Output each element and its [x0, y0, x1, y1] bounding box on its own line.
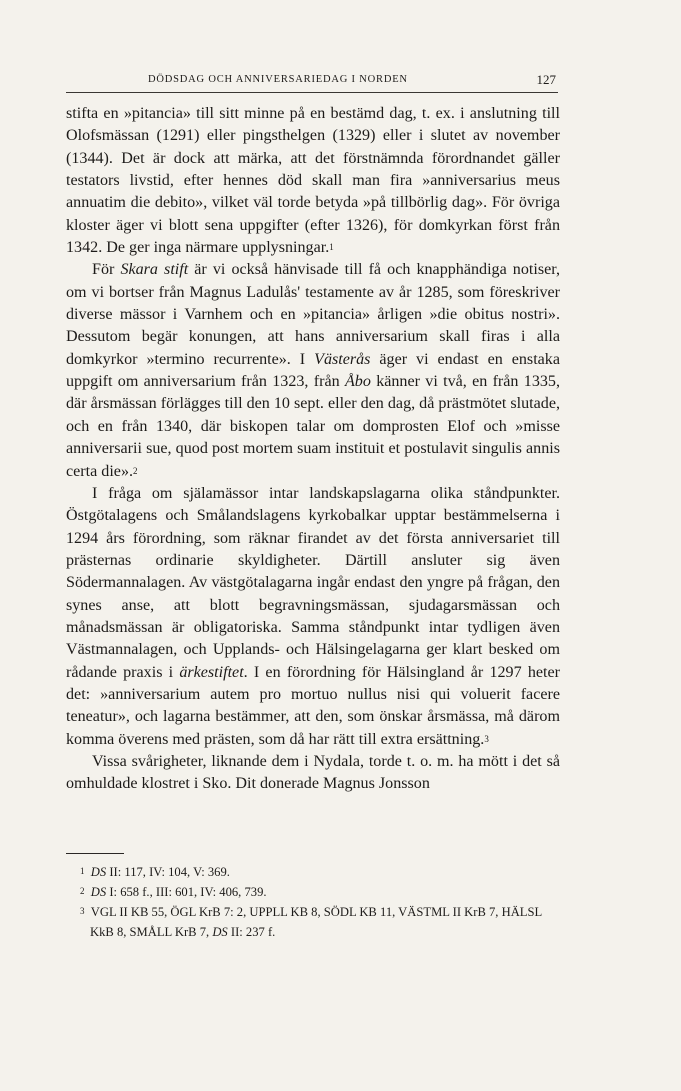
italic-text: DS — [90, 865, 107, 879]
italic-text: DS — [212, 925, 228, 939]
page-number: 127 — [536, 72, 556, 87]
footnote-reference: 1 — [329, 242, 334, 253]
paragraph — [66, 103, 560, 259]
italic-text: Västerås — [314, 350, 371, 368]
text-run: är vi också hänvisade till få och knapphändiga notiser, om vi bortser från Magnus Ladulås' testamente av år 1285, som föreskriver diverse mässor i Varnhem och en »pitancia» årligen »die obitus nostri». Dessutom begär konungen, att hans anniversarium skall firas i alla domkyrkor »termino recurrente». I — [66, 261, 560, 368]
running-title: DÖDSDAG OCH ANNIVERSARIEDAG I NORDEN — [148, 74, 408, 85]
text-run: Vissa svårigheter, liknande dem i Nydala, torde t. o. m. ha mött i det så omhuldade klostret i Sko. Dit donerade Magnus Jonsson — [66, 752, 560, 793]
italic-text: ärkestiftet — [179, 663, 244, 681]
footnote-mark: 1 — [80, 866, 85, 876]
body-text — [66, 103, 560, 796]
footnote-mark: 3 — [80, 906, 85, 916]
italic-text: Skara stift — [120, 261, 189, 279]
footnote-reference: 2 — [133, 465, 138, 476]
footnote — [66, 882, 560, 902]
footnotes — [66, 862, 560, 942]
footnote-mark: 2 — [80, 886, 85, 896]
italic-text: DS — [90, 885, 107, 899]
footnote-separator — [66, 853, 124, 854]
paragraph — [66, 259, 560, 482]
footnote — [66, 902, 560, 942]
footnote-reference: 3 — [484, 733, 489, 744]
text-run: För — [92, 261, 121, 279]
text-run: II: 237 f. — [227, 925, 276, 939]
page-header — [66, 74, 558, 93]
italic-text: Åbo — [344, 373, 371, 391]
footnote — [66, 862, 560, 882]
text-run: känner vi två, en från 1335, där årsmässan förlägges till den 10 sept. eller den dag, då prästmötet slutade, och en från 1340, där biskopen talar om domprosten Elof och »misse anniversarii sue, quod post mortem suam instituit et postulavit singulis annis certa die». — [66, 373, 560, 480]
paragraph — [66, 483, 560, 751]
text-run: stifta en »pitancia» till sitt minne på en bestämd dag, t. ex. i anslutning till Olofsmässan (1291) eller pingsthelgen (1329) eller i slutet av november (1344). Det är dock att märka, att det förstnämnda förordnandet gäller testators livstid, efter hennes död skall man fira »anniversarius meus annuatim die debito», vilket väl torde betyda »på tillbörlig dag». För övriga kloster äger vi blott sena uppgifter (efter 1326), för domkyrkan först från 1342. De ger inga närmare upplysningar. — [66, 105, 560, 257]
text-run: VGL II KB 55, ÖGL KrB 7: 2, UPPLL KB 8, SÖDL KB 11, VÄSTML II KrB 7, HÄLSL KkB 8, SMÅLL KrB 7, — [90, 905, 542, 939]
text-run: I fråga om själamässor intar landskapslagarna olika ståndpunkter. Östgötalagens och Smålandslagens kyrkobalkar upptar bestämmelserna i 1294 års förordning, som räknar firandet av det första anniversariet till prästernas ordinarie skyldigheter. Därtill ansluter sig även Södermannalagen. Av västgötalagarna ingår endast den yngre på frågan, den synes anse, att blott begravningsmässan, sjudagarsmässan och månadsmässan är obligatoriska. Samma ståndpunkt intar tydligen även Västmannalagen, och Upplands- och Hälsingelagarna ger klart besked om rådande praxis i — [66, 484, 560, 681]
text-run: . I en förordning för Hälsingland år 1297 heter det: »anniversarium autem pro mortuo nullus nisi qui voluerit facere teneatur», och lagarna bestämmer, att den, som önskar årsmässa, må därom komma överens med prästen, som då har rätt till extra ersättning. — [66, 663, 560, 748]
text-run: I: 658 f., III: 601, IV: 406, 739. — [106, 885, 267, 899]
text-run: II: 117, IV: 104, V: 369. — [106, 865, 230, 879]
text-run: äger vi endast en enstaka uppgift om anniversarium från 1323, från — [66, 350, 560, 391]
paragraph — [66, 751, 560, 796]
